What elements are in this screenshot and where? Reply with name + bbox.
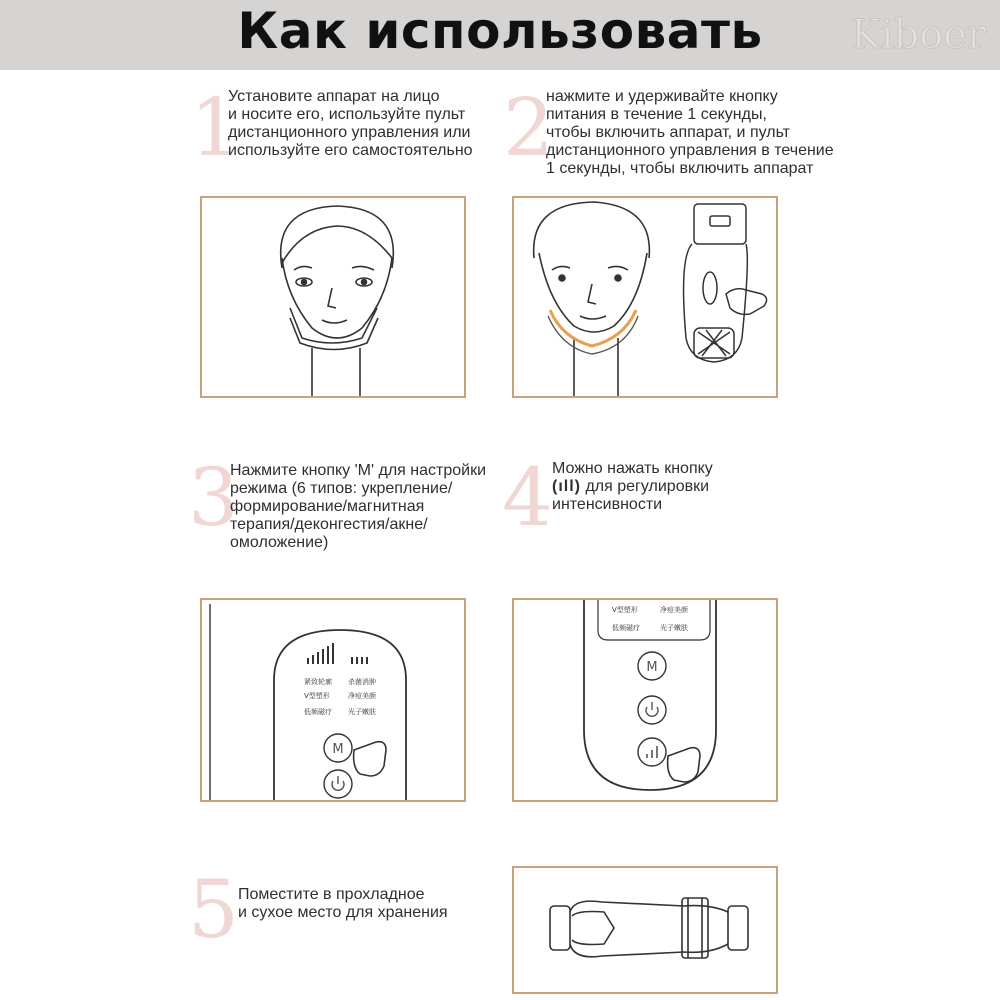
- label-row2-right-2: 净痘美颜: [660, 606, 688, 614]
- illustration-mode-button: [200, 598, 466, 802]
- mode-button-label: M: [332, 742, 344, 757]
- step-3-number: 3: [188, 451, 239, 544]
- step-4-text-before: Можно нажать кнопку: [552, 460, 713, 477]
- device-panel-icon-2: [514, 600, 776, 800]
- intensity-bars-icon: (ıll): [552, 478, 581, 495]
- label-row1-left: 紧致轮廓: [304, 678, 332, 686]
- illustration-strap-storage: [512, 866, 778, 994]
- label-row1-right: 杀菌消肿: [348, 678, 376, 686]
- step-4-text: [552, 460, 772, 514]
- label-row3-left: 低频磁疗: [304, 708, 332, 716]
- mode-button-label-2: M: [646, 660, 658, 675]
- step-5-number: 5: [188, 863, 239, 956]
- power-on-icon: [514, 198, 776, 396]
- step-1-text: Установите аппарат на лицо и носите его, используйте пульт дистанционного управления или используйте его самостоятельно: [228, 88, 473, 159]
- strap-icon: [514, 868, 776, 992]
- step-5-text: Поместите в прохладное и сухое место для хранения: [238, 886, 448, 921]
- label-row2-right: 净痘美颜: [348, 692, 376, 700]
- device-panel-icon: [202, 600, 464, 800]
- step-4-text-after: для регулировки: [585, 478, 710, 495]
- illustration-intensity-button: [512, 598, 778, 802]
- face-icon: [202, 198, 464, 396]
- step-2-number: 2: [503, 81, 554, 174]
- pointing-finger-icon: [354, 742, 386, 776]
- label-row2-left-2: V型塑形: [612, 606, 638, 614]
- step-4-number: 4: [502, 451, 553, 544]
- step-3-text: Нажмите кнопку 'M' для настройки режима (6 типов: укрепление/ формирование/магнитная терапия/деконгестия/акне/ омоложение): [230, 462, 487, 551]
- brand-watermark: Kiboer: [850, 12, 986, 58]
- step-2-text: нажмите и удерживайте кнопку питания в течение 1 секунды, чтобы включить аппарат, и пульт дистанционного управления в течение 1 секунды, чтобы включить аппарат: [546, 88, 834, 177]
- header-bar: [0, 0, 1000, 70]
- step-4-text-line3: интенсивности: [552, 496, 663, 513]
- illustration-power-on: [512, 196, 778, 398]
- label-row3-left-2: 低频磁疗: [612, 624, 640, 632]
- label-row3-right-2: 光子嫩肤: [660, 624, 688, 632]
- label-row3-right: 光子嫩肤: [348, 708, 376, 716]
- illustration-face-wearing-device: [200, 196, 466, 398]
- step-1-number: 1: [190, 81, 241, 174]
- page-title: Как использовать: [237, 2, 763, 60]
- pointing-finger-icon-2: [668, 748, 700, 782]
- label-row2-left: V型塑形: [304, 692, 330, 700]
